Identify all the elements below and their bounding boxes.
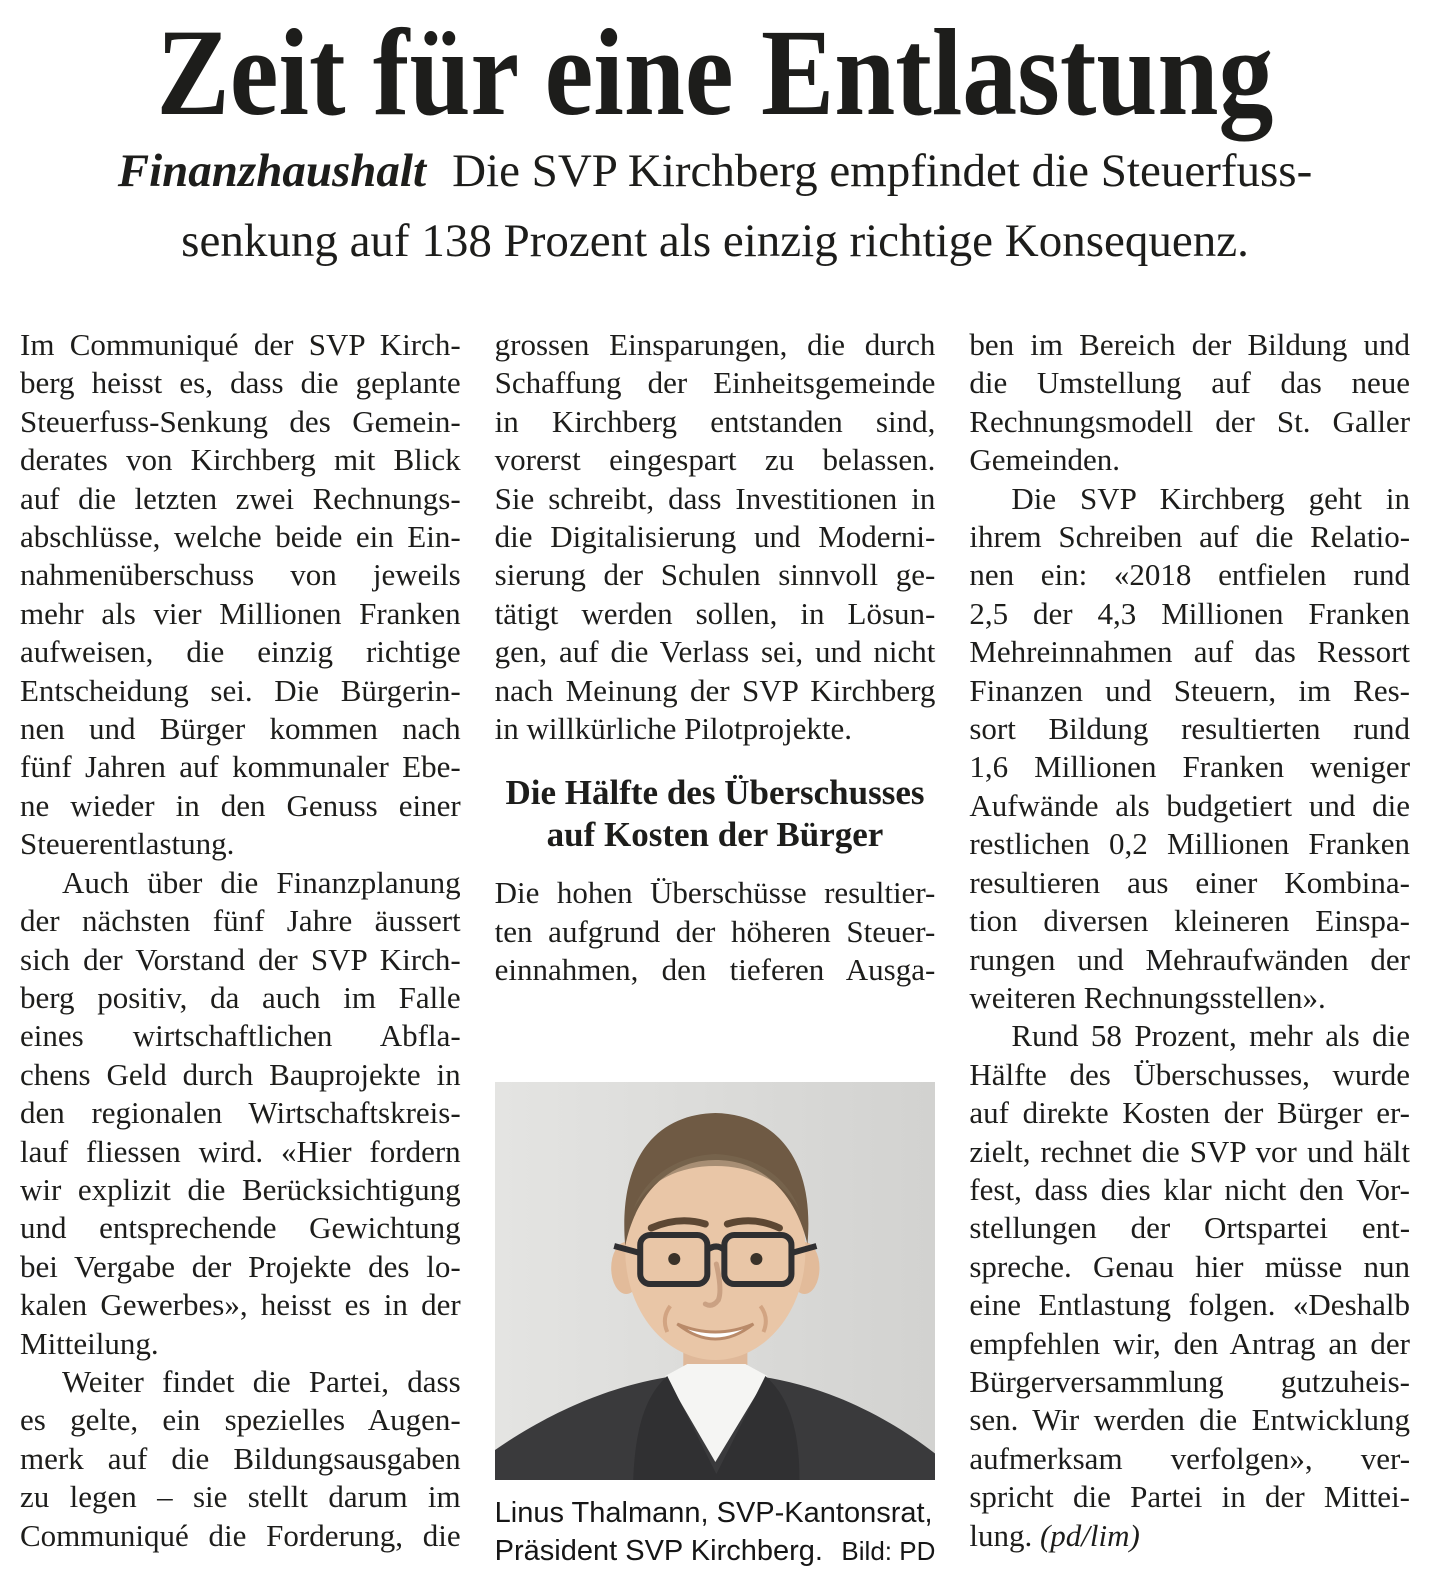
- text-line: rungen und Mehraufwänden der: [969, 941, 1411, 977]
- text-line: Im Communiqué der SVP Kirch-: [20, 327, 461, 362]
- text-line: ihrem Schreiben auf die Relatio-: [969, 519, 1411, 555]
- text-line: derates von Kirchberg mit Blick: [20, 442, 461, 478]
- article-photo-figure: [495, 1082, 936, 1570]
- text-line: berg heisst es, dass die geplante: [20, 365, 461, 401]
- text-line: es gelte, ein spezielles Augen-: [20, 1402, 461, 1438]
- paragraph: [495, 326, 936, 748]
- subtitle-text: Die SVP Kirchberg empfindet die Steuerfuss-: [452, 145, 1313, 197]
- text-line: die Umstellung auf das neue: [969, 365, 1411, 401]
- paragraph: [20, 326, 461, 864]
- text-line: nach Meinung der SVP Kirchberg: [494, 672, 936, 708]
- text-line: der nächsten fünf Jahre äussert: [20, 903, 461, 939]
- text-line: tion diversen kleineren Einspa-: [969, 903, 1411, 939]
- column-1-text: [20, 326, 461, 1555]
- text-line: Sie schreibt, dass Investitionen in: [494, 480, 936, 516]
- text-line: Gemeinden.: [969, 442, 1120, 478]
- subheading: [495, 772, 936, 856]
- text-line: den regionalen Wirtschaftskreis-: [20, 1095, 461, 1131]
- text-line: weiteren Rechnungsstellen».: [969, 979, 1326, 1015]
- paragraph: [969, 326, 1410, 480]
- text-line: Aufwände als budgetiert und die: [969, 787, 1411, 823]
- column-3-text: [969, 326, 1410, 1555]
- text-line: berg positiv, da auch im Falle: [20, 979, 461, 1015]
- text-line: empfehlen wir, den Antrag an der: [969, 1325, 1411, 1361]
- caption-line-1: Linus Thalmann, SVP-Kantonsrat,: [494, 1496, 933, 1529]
- paragraph: [20, 864, 461, 1363]
- headline: [0, 4, 1430, 141]
- text-line: fest, dass dies klar nicht den Vor-: [969, 1171, 1411, 1207]
- text-line: nen ein: «2018 entfielen rund: [969, 557, 1411, 593]
- text-line: einnahmen, den tieferen Ausga-: [494, 952, 936, 988]
- article-body: [20, 326, 1410, 1570]
- text-line: resultieren aus einer Kombina-: [969, 864, 1411, 900]
- caption-text: Präsident SVP Kirchberg.: [494, 1534, 823, 1567]
- text-line: Mehreinnahmen auf das Ressort: [969, 634, 1411, 670]
- text-line: auf die letzten zwei Rechnungs-: [20, 480, 461, 516]
- text-line: und entsprechende Gewichtung: [20, 1210, 461, 1246]
- text-line: Die hohen Überschüsse resultier-: [494, 875, 936, 911]
- text-line: Weiter findet die Partei, dass: [62, 1363, 461, 1399]
- text-line: nahmenüberschuss von jeweils: [20, 557, 461, 593]
- paragraph: [495, 874, 936, 989]
- column-3: [969, 326, 1410, 1570]
- text-line: Steuerfuss-Senkung des Gemein-: [20, 403, 461, 439]
- text-line: tätigt werden sollen, in Lösun-: [494, 595, 936, 631]
- portrait-photo: [495, 1082, 936, 1480]
- text-line: 1,6 Millionen Franken weniger: [969, 749, 1411, 785]
- text-line: in Kirchberg entstanden sind,: [494, 403, 936, 439]
- text-line: in willkürliche Pilotprojekte.: [494, 711, 852, 747]
- text-line: nen und Bürger kommen nach: [20, 711, 461, 747]
- text-line: auf direkte Kosten der Bürger er-: [969, 1095, 1411, 1131]
- text-line: grossen Einsparungen, die durch: [494, 327, 936, 362]
- text-line: ten aufgrund der höheren Steuer-: [494, 913, 936, 949]
- eye-right: [750, 1253, 762, 1265]
- text-line: lung. (pd/lim): [969, 1517, 1140, 1553]
- text-line: Schaffung der Einheitsgemeinde: [494, 365, 936, 401]
- text-line: sort Bildung resultierten rund: [969, 711, 1411, 747]
- photo-caption: [495, 1494, 936, 1570]
- text-line: abschlüsse, welche beide ein Ein-: [20, 519, 461, 555]
- column-2-text: [495, 326, 936, 990]
- text-line: Rund 58 Prozent, mehr als die: [1011, 1018, 1411, 1054]
- text-line: sierung der Schulen sinnvoll ge-: [494, 557, 936, 593]
- text-line: eines wirtschaftlichen Abfla-: [20, 1018, 461, 1054]
- text-line: spricht die Partei in der Mittei-: [969, 1479, 1411, 1515]
- text-line: wir explizit die Berücksichtigung: [20, 1171, 461, 1207]
- caption-line-2: [495, 1532, 936, 1570]
- text-line: chens Geld durch Bauprojekte in: [20, 1056, 461, 1092]
- text-line: die Digitalisierung und Moderni-: [494, 519, 936, 555]
- text-line: spreche. Genau hier müsse nun: [969, 1248, 1411, 1284]
- text-line: aufmerksam verfolgen», ver-: [969, 1440, 1411, 1476]
- subheading-line: Die Hälfte des Überschusses: [505, 773, 925, 813]
- photo-credit: Bild: PD: [841, 1535, 936, 1566]
- text-line: Entscheidung sei. Die Bürgerin-: [20, 672, 461, 708]
- text-line: sen. Wir werden die Entwicklung: [969, 1402, 1411, 1438]
- text-line: restlichen 0,2 Millionen Franken: [969, 826, 1411, 862]
- text-line: Rechnungsmodell der St. Galler: [969, 403, 1411, 439]
- text-line: Finanzen und Steuern, im Res-: [969, 672, 1411, 708]
- paragraph: [969, 480, 1410, 1018]
- text-line: kalen Gewerbes», heisst es in der: [20, 1287, 461, 1323]
- text-line: vorerst eingespart zu belassen.: [494, 442, 936, 478]
- column-1: [20, 326, 461, 1570]
- text-line: aufweisen, die einzig richtige: [20, 634, 461, 670]
- text-line: ben im Bereich der Bildung und: [969, 327, 1411, 362]
- subtitle-line-2: senkung auf 138 Prozent als einzig richtige Konsequenz.: [181, 215, 1249, 267]
- text-line: sich der Vorstand der SVP Kirch-: [20, 941, 461, 977]
- text-line: stellungen der Ortspartei ent-: [969, 1210, 1411, 1246]
- text-line: zu legen – sie stellt darum im: [20, 1479, 461, 1515]
- text-line: merk auf die Bildungsausgaben: [20, 1440, 461, 1476]
- paragraph: [969, 1017, 1410, 1555]
- text-line: Auch über die Finanzplanung: [62, 864, 461, 900]
- text-line: fünf Jahren auf kommunaler Ebe-: [20, 749, 461, 785]
- text-line: 2,5 der 4,3 Millionen Franken: [969, 595, 1411, 631]
- text-line: Bürgerversammlung gutzuheis-: [969, 1363, 1411, 1399]
- subheading-line: auf Kosten der Bürger: [546, 815, 884, 855]
- kicker: Finanzhaushalt: [117, 145, 427, 197]
- eye-left: [668, 1253, 680, 1265]
- text-line: gen, auf die Verlass sei, und nicht: [494, 634, 936, 670]
- text-line: zielt, rechnet die SVP vor und hält: [969, 1133, 1411, 1169]
- text-line: Die SVP Kirchberg geht in: [1011, 480, 1411, 516]
- text-line: Steuerentlastung.: [20, 826, 235, 862]
- paragraph: [20, 1363, 461, 1555]
- text-line: Hälfte des Überschusses, wurde: [969, 1056, 1411, 1092]
- text-line: ne wieder in den Genuss einer: [20, 787, 461, 823]
- text-line: Communiqué die Forderung, die: [20, 1517, 461, 1553]
- headline-text: Zeit für eine Entlastung: [156, 4, 1274, 141]
- text-line: mehr als vier Millionen Franken: [20, 595, 461, 631]
- text-line: Mitteilung.: [20, 1325, 159, 1361]
- subtitle: [0, 136, 1430, 276]
- text-line: lauf fliessen wird. «Hier fordern: [20, 1133, 461, 1169]
- text-line: eine Entlastung folgen. «Deshalb: [969, 1287, 1411, 1323]
- text-line: bei Vergabe der Projekte des lo-: [20, 1248, 461, 1284]
- author-tag: (pd/lim): [1039, 1517, 1140, 1553]
- subtitle-line-1: [0, 136, 1430, 206]
- column-2: [495, 326, 936, 1570]
